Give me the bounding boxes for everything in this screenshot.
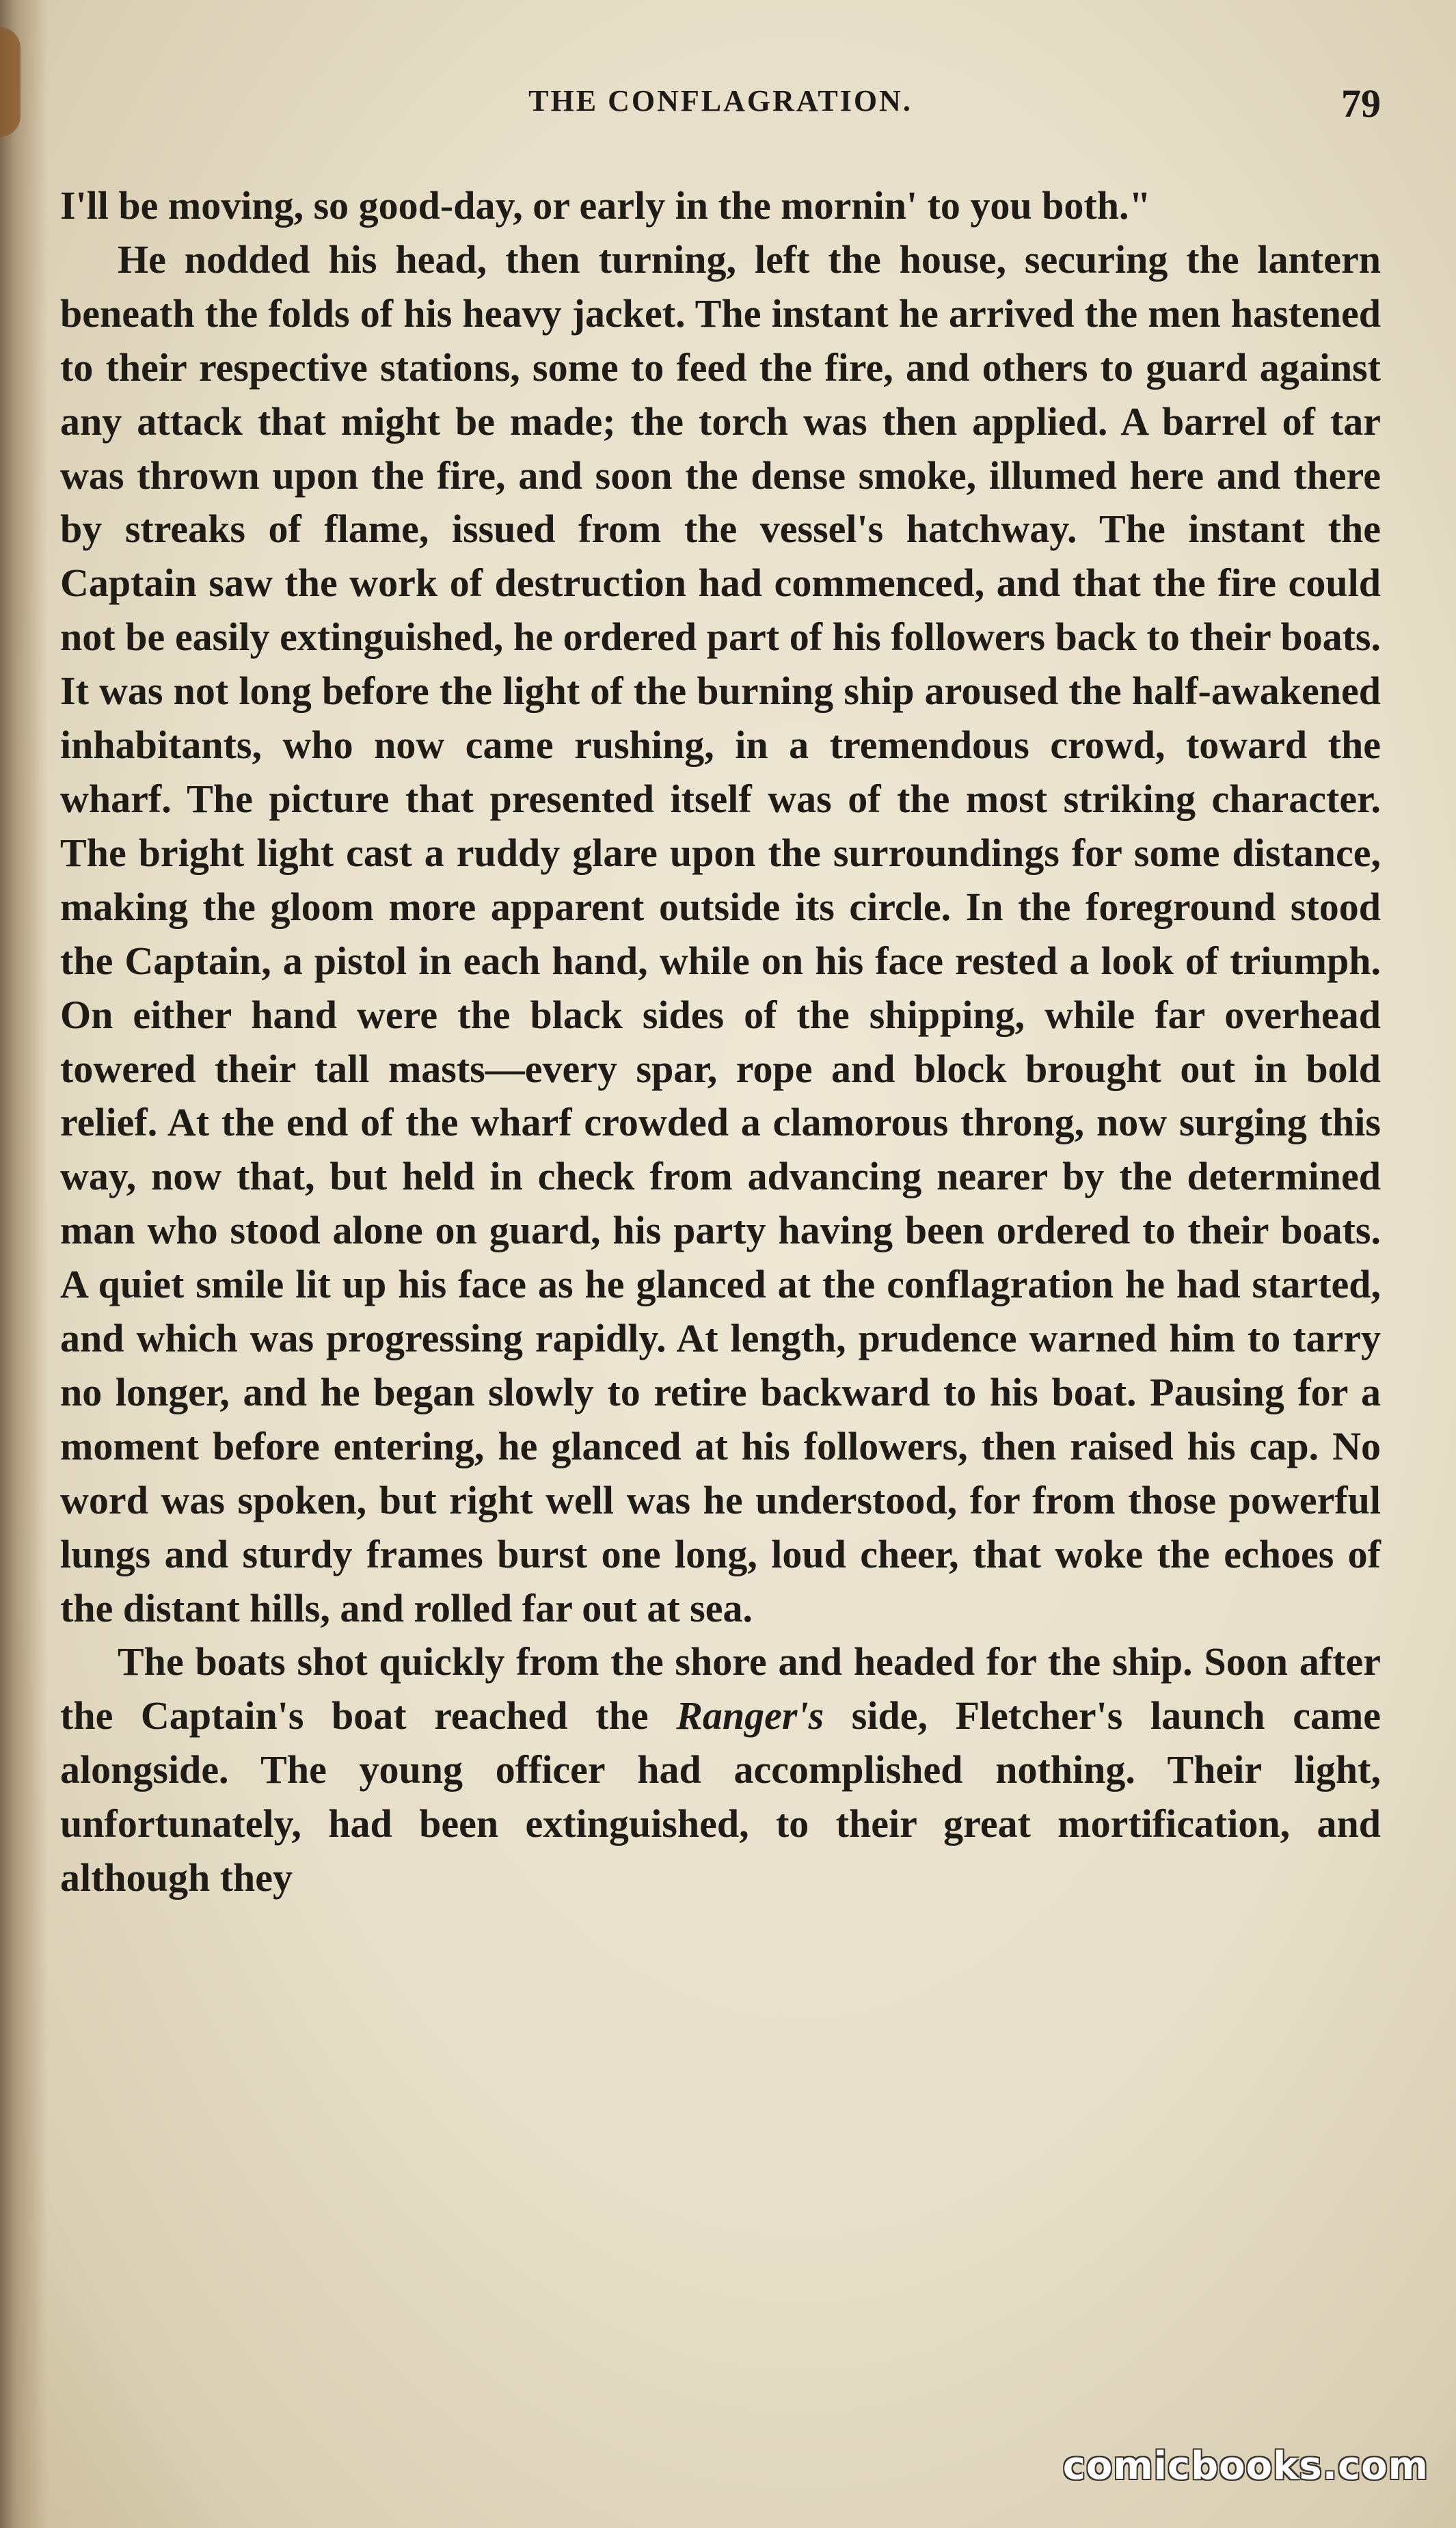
paragraph-2: He nodded his head, then turning, left the house, securing the lantern beneath the folds of his heavy jacket. The instant he arrived the men hastened to their respective stations, some to feed the fire, and others to guard against any attack that might be made; the torch was then applied. A barrel of tar was thrown upon the fire, and soon the dense smoke, illumed here and there by streaks of flame, issued from the vessel's hatchway. The instant the Captain saw the work of destruction had commenced, and that the fire could not be easily extinguished, he ordered part of his followers back to their boats. It was not long before the light of the burning ship aroused the half-awakened inhabitants, who now came rushing, in a tremendous crowd, toward the wharf. The picture that presented itself was of the most striking character. The bright light cast a ruddy glare upon the surroundings for some distance, making the gloom more apparent outside its circle. In the foreground stood the Captain, a pistol in each hand, while on his face rested a look of triumph. On either hand were the black sides of the shipping, while far overhead towered their tall masts—every spar, rope and block brought out in bold relief. At the end of the wharf crowded a clamorous throng, now surging this way, now that, but held in check from advancing nearer by the determined man who stood alone on guard, his party having been ordered to their boats. A quiet smile lit up his face as he glanced at the conflagration he had started, and which was progressing rapidly. At length, prudence warned him to tarry no longer, and he began slowly to retire backward to his boat. Pausing for a moment before entering, he glanced at his followers, then raised his cap. No word was spoken, but right well was he understood, for from those powerful lungs and sturdy frames burst one long, loud cheer, that woke the echoes of the distant hills, and rolled far out at sea. bbox=[60, 237, 1381, 1630]
paragraph-3 bbox=[60, 1635, 1381, 1905]
paragraph-3-text-end: side, Fletcher's launch came alongside. The young officer had accomplished nothing. Their light, unfortunately, had been extinguished, to their great mortification, and although they bbox=[60, 1693, 1381, 1900]
page-header bbox=[60, 81, 1381, 129]
page-gutter-shadow bbox=[0, 0, 48, 2528]
site-watermark: comicbooks.com bbox=[1062, 2444, 1429, 2488]
paragraph-1: I'll be moving, so good-day, or early in the mornin' to you both." bbox=[60, 183, 1151, 228]
page-edge-stain bbox=[0, 27, 21, 137]
paragraph-3-text-start: The boats shot quickly from the shore and headed for the ship. Soon after the Captain's boat reached the bbox=[60, 1639, 1381, 1738]
ship-name-italic: Ranger's bbox=[676, 1693, 824, 1738]
running-title: THE CONFLAGRATION. bbox=[528, 84, 913, 118]
page-number: 79 bbox=[1341, 81, 1381, 126]
body-text bbox=[60, 179, 1381, 1905]
